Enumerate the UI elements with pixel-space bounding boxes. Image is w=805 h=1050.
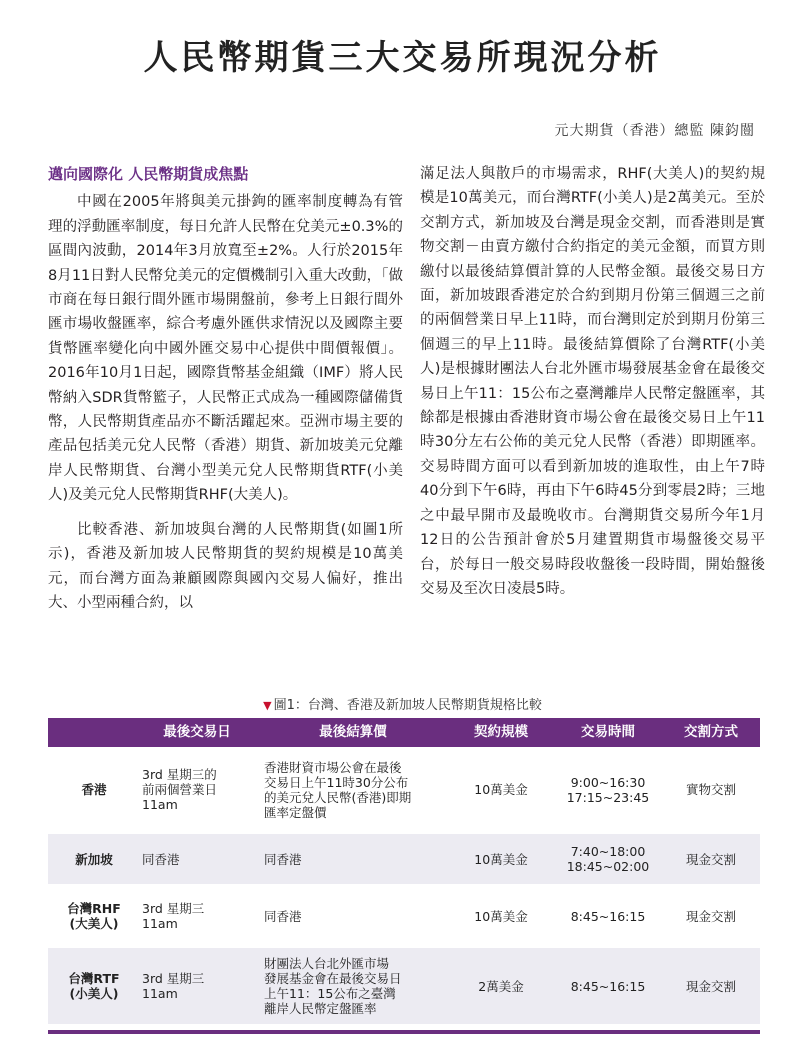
delivery-method-cell xyxy=(662,885,760,947)
cell-line: 18:45~02:00 xyxy=(566,859,650,874)
header-cell: 交易時間 xyxy=(554,718,662,747)
header-cell: 交割方式 xyxy=(662,718,760,747)
section-heading: 邁向國際化 人民幣期貨成焦點 xyxy=(48,165,249,183)
last-trading-day-cell xyxy=(136,833,258,885)
table-row xyxy=(48,885,760,947)
trading-hours-cell xyxy=(554,747,662,833)
cell-line: 前兩個營業日 xyxy=(142,782,218,797)
cell-line: 同香港 xyxy=(142,851,180,867)
page-title: 人民幣期貨三大交易所現況分析 xyxy=(143,38,662,78)
cell-line: 香港 xyxy=(81,782,107,797)
cell-line: 現金交割 xyxy=(685,978,736,994)
settlement-price-cell xyxy=(258,747,448,833)
market-name-cell xyxy=(48,885,136,947)
cell-line: 10萬美金 xyxy=(474,782,528,797)
cell-line: 2萬美金 xyxy=(478,978,524,994)
contract-size-cell xyxy=(448,947,554,1025)
table-row xyxy=(48,833,760,885)
cell-line: 財團法人台北外匯市場 xyxy=(264,956,390,971)
cell-line: 3rd 星期三 xyxy=(142,901,205,916)
last-trading-day-cell xyxy=(136,885,258,947)
cell-line: 同香港 xyxy=(264,851,302,867)
right-column xyxy=(420,162,765,611)
cell-line: 3rd 星期三的 xyxy=(142,767,217,782)
caption-text: 圖1：台灣、香港及新加坡人民幣期貨規格比較 xyxy=(273,698,542,713)
cell-line: 交易日上午11時30分公布 xyxy=(264,774,409,790)
table-row xyxy=(48,947,760,1025)
market-name-cell xyxy=(48,833,136,885)
settlement-price-cell xyxy=(258,947,448,1025)
left-column xyxy=(48,162,403,625)
trading-hours-cell xyxy=(554,885,662,947)
last-trading-day-cell xyxy=(136,747,258,833)
cell-line: 的美元兌人民幣(香港)即期 xyxy=(264,789,412,805)
table-row xyxy=(48,747,760,833)
cell-line: 台灣RHF xyxy=(67,901,121,916)
delivery-method-cell xyxy=(662,747,760,833)
cell-line: 17:15~23:45 xyxy=(566,789,650,805)
cell-line: 新加坡 xyxy=(75,851,113,867)
cell-line: 現金交割 xyxy=(685,908,736,924)
cell-line: 10萬美金 xyxy=(474,851,528,867)
header-cell: 最後結算價 xyxy=(258,718,448,747)
spec-table xyxy=(48,718,760,1026)
cell-line: 實物交割 xyxy=(685,782,736,797)
cell-line: 發展基金會在最後交易日 xyxy=(264,971,402,986)
trading-hours-cell xyxy=(554,833,662,885)
market-name-cell xyxy=(48,747,136,833)
cell-line: 10萬美金 xyxy=(474,908,528,924)
table-caption xyxy=(48,694,757,713)
contract-size-cell xyxy=(448,885,554,947)
cell-line: 7:40~18:00 xyxy=(570,844,646,859)
triangle-down-icon: ▼ xyxy=(263,699,272,712)
cell-line: 11am xyxy=(142,797,178,812)
cell-line: 現金交割 xyxy=(685,851,736,867)
cell-line: 同香港 xyxy=(264,908,302,924)
author-byline: 元大期貨（香港）總監 陳鈞闓 xyxy=(554,123,755,139)
delivery-method-cell xyxy=(662,833,760,885)
market-name-cell xyxy=(48,947,136,1025)
cell-line: 9:00~16:30 xyxy=(570,774,646,790)
contract-size-cell xyxy=(448,747,554,833)
cell-line: 11am xyxy=(142,986,178,1001)
cell-line: 匯率定盤價 xyxy=(264,804,327,820)
header-cell xyxy=(48,718,136,747)
contract-size-cell xyxy=(448,833,554,885)
settlement-price-cell xyxy=(258,885,448,947)
cell-line: 8:45~16:15 xyxy=(570,908,646,924)
cell-line: 11am xyxy=(142,916,178,931)
cell-line: 上午11：15公布之臺灣 xyxy=(264,986,396,1001)
trading-hours-cell xyxy=(554,947,662,1025)
cell-line: 台灣RTF xyxy=(68,971,120,986)
table-header-row xyxy=(48,718,760,747)
settlement-price-cell xyxy=(258,833,448,885)
paragraph: 比較香港、新加坡與台灣的人民幣期貨(如圖1所示)，香港及新加坡人民幣期貨的契約規模是10萬美元，而台灣方面為兼顧國際與國內交易人偏好，推出大、小型兩種合約，以 xyxy=(48,521,403,611)
table-body xyxy=(48,747,760,1025)
cell-line: (小美人) xyxy=(69,986,119,1001)
cell-line: 3rd 星期三 xyxy=(142,971,205,986)
cell-line: 離岸人民幣定盤匯率 xyxy=(264,1001,377,1016)
delivery-method-cell xyxy=(662,947,760,1025)
header-cell: 契約規模 xyxy=(448,718,554,747)
cell-line: (大美人) xyxy=(69,916,119,931)
cell-line: 香港財資市場公會在最後 xyxy=(264,759,402,775)
last-trading-day-cell xyxy=(136,947,258,1025)
paragraph: 中國在2005年將與美元掛鉤的匯率制度轉為有管理的浮動匯率制度，每日允許人民幣在兌美元±0.3%的區間內波動，2014年3月放寬至±2%。人行於2015年8月11日對人民幣兌美元的定價機制引入重大改動，「做市商在每日銀行間外匯市場開盤前，參考上日銀行間外匯市場收盤匯率，綜合考慮外匯供求情況以及國際主要貨幣匯率變化向中國外匯交易中心提供中間價報價」。2016年10月1日起，國際貨幣基金組織（IMF）將人民幣納入SDR貨幣籃子，人民幣正式成為一種國際儲備貨幣，人民幣期貨產品亦不斷活躍起來。亞洲市場主要的產品包括美元兌人民幣（香港）期貨、新加坡美元兌離岸人民幣期貨、台灣小型美元兌人民幣期貨RTF(小美人)及美元兌人民幣期貨RHF(大美人)。 xyxy=(48,194,403,504)
paragraph: 滿足法人與散戶的市場需求，RHF(大美人)的契約規模是10萬美元，而台灣RTF(小美人)是2萬美元。至於交割方式，新加坡及台灣是現金交割，而香港則是實物交割－由賣方繳付合約指定的美元金額，而買方則繳付以最後結算價計算的人民幣金額。最後交易日方面，新加坡跟香港定於合約到期月份第三個週三之前的兩個營業日早上11時，而台灣則定於到期月份第三個週三的早上11時。最後結算價除了台灣RTF(小美人)是根據財團法人台北外匯市場發展基金會在最後交易日上午11：15公布之臺灣離岸人民幣定盤匯率，其餘都是根據由香港財資市場公會在最後交易日上午11時30分左右公佈的美元兌人民幣（香港）即期匯率。交易時間方面可以看到新加坡的進取性，由上午7時40分到下午6時，再由下午6時45分到零晨2時；三地之中最早開市及最晚收市。台灣期貨交易所今年1月12日的公告預計會於5月建置期貨市場盤後交易平台，於每日一般交易時段收盤後一段時間，開始盤後交易及至次日凌晨5時。 xyxy=(420,166,765,597)
cell-line: 8:45~16:15 xyxy=(570,978,646,994)
header-cell: 最後交易日 xyxy=(136,718,258,747)
table-bottom-rule xyxy=(48,1030,760,1034)
